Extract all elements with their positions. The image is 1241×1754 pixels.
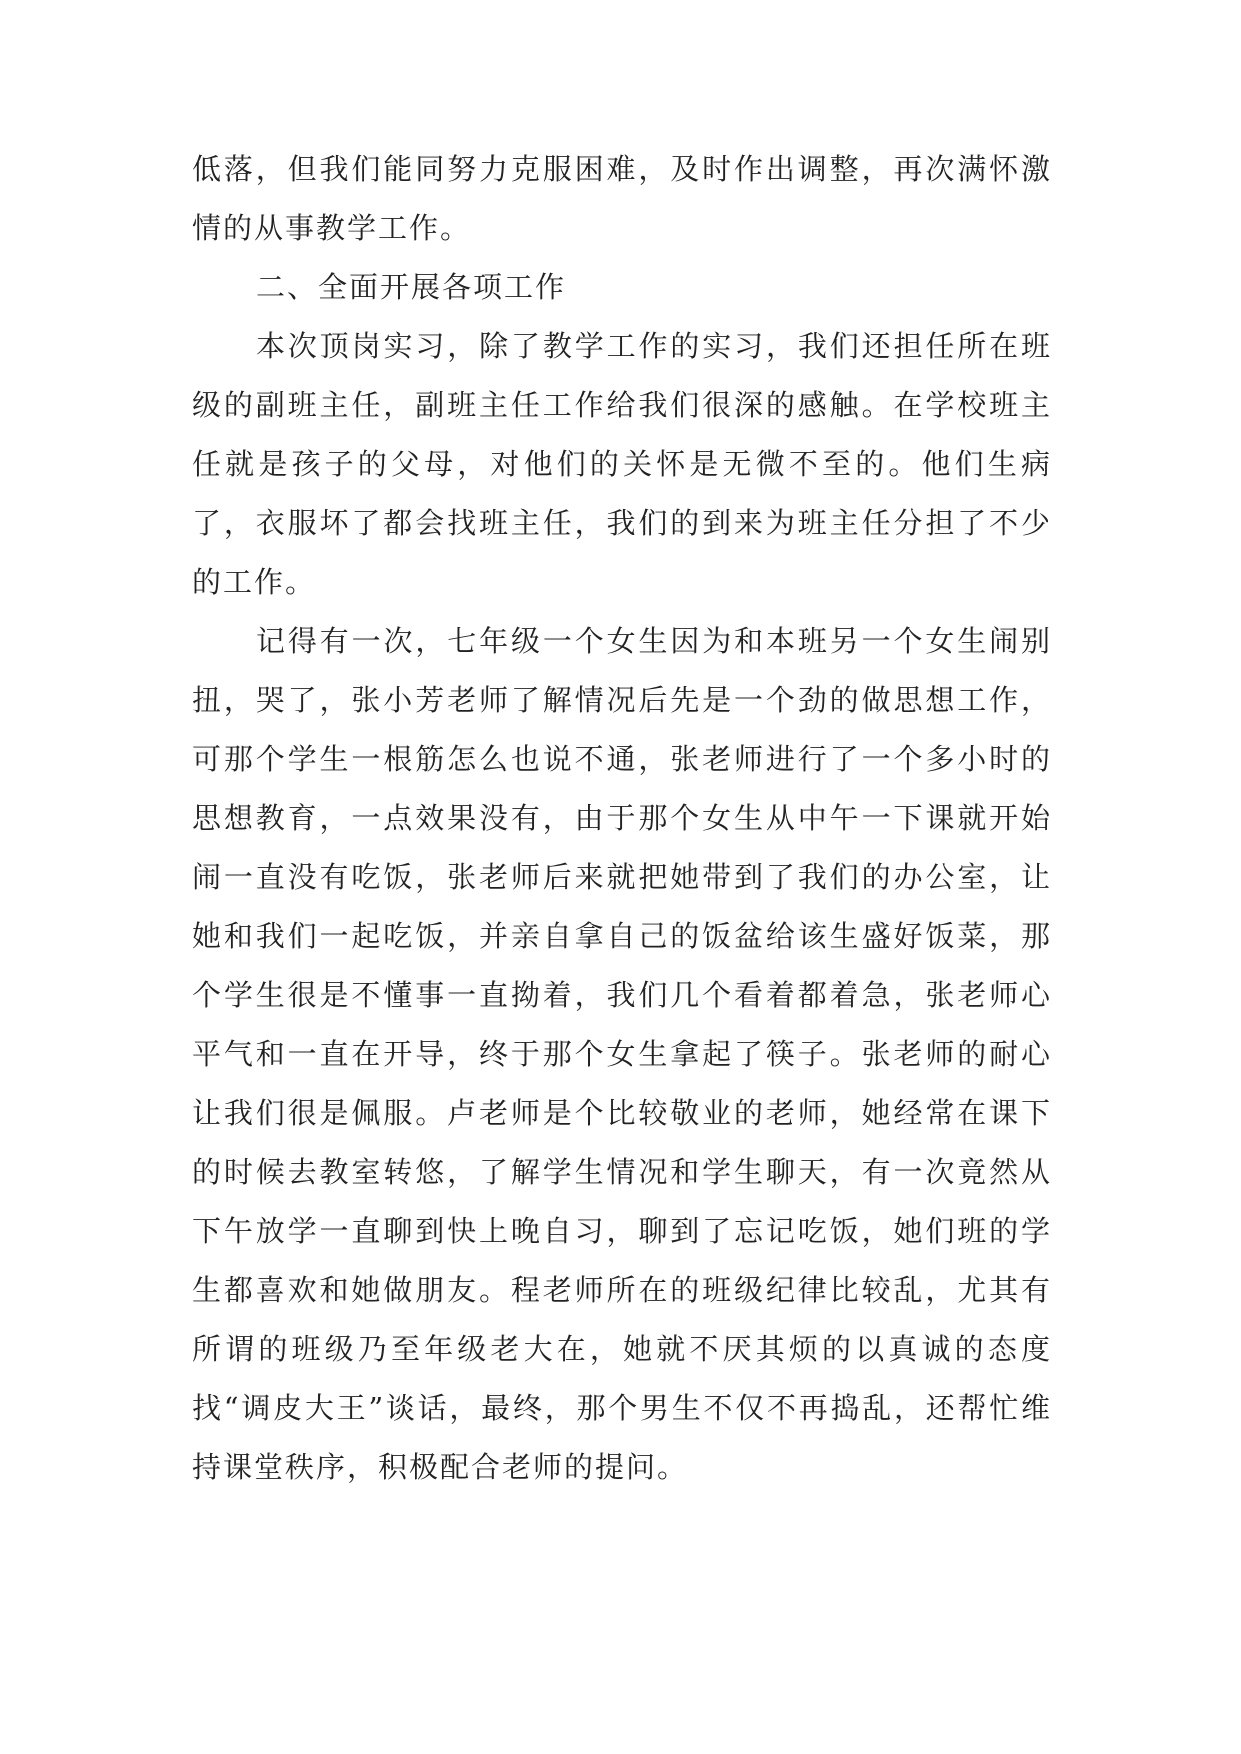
section-heading: 二、全面开展各项工作 (256, 270, 567, 304)
paragraph-internship-duties: 本次顶岗实习，除了教学工作的实习，我们还担任所在班级的副班主任，副班主任工作给我们很深的感触。在学校班主任就是孩子的父母，对他们的关怀是无微不至的。他们生病了，衣服坏了都会找班主任，我们的到来为班主任分担了不少的工作。 (192, 329, 1052, 599)
document-body (192, 140, 1052, 1497)
paragraph-continuation: 低落，但我们能同努力克服困难，及时作出调整，再次满怀激情的从事教学工作。 (192, 152, 1052, 245)
paragraph-teacher-anecdotes: 记得有一次，七年级一个女生因为和本班另一个女生闹别扭，哭了，张小芳老师了解情况后先是一个劲的做思想工作，可那个学生一根筋怎么也说不通，张老师进行了一个多小时的思想教育，一点效果没有，由于那个女生从中午一下课就开始闹一直没有吃饭，张老师后来就把她带到了我们的办公室，让她和我们一起吃饭，并亲自拿自己的饭盆给该生盛好饭菜，那个学生很是不懂事一直拗着，我们几个看着都着急，张老师心平气和一直在开导，终于那个女生拿起了筷子。张老师的耐心让我们很是佩服。卢老师是个比较敬业的老师，她经常在课下的时候去教室转悠，了解学生情况和学生聊天，有一次竟然从下午放学一直聊到快上晚自习，聊到了忘记吃饭，她们班的学生都喜欢和她做朋友。程老师所在的班级纪律比较乱，尤其有所谓的班级乃至年级老大在，她就不厌其烦的以真诚的态度找“调皮大王”谈话，最终，那个男生不仅不再捣乱，还帮忙维持课堂秩序，积极配合老师的提问。 (192, 624, 1052, 1484)
